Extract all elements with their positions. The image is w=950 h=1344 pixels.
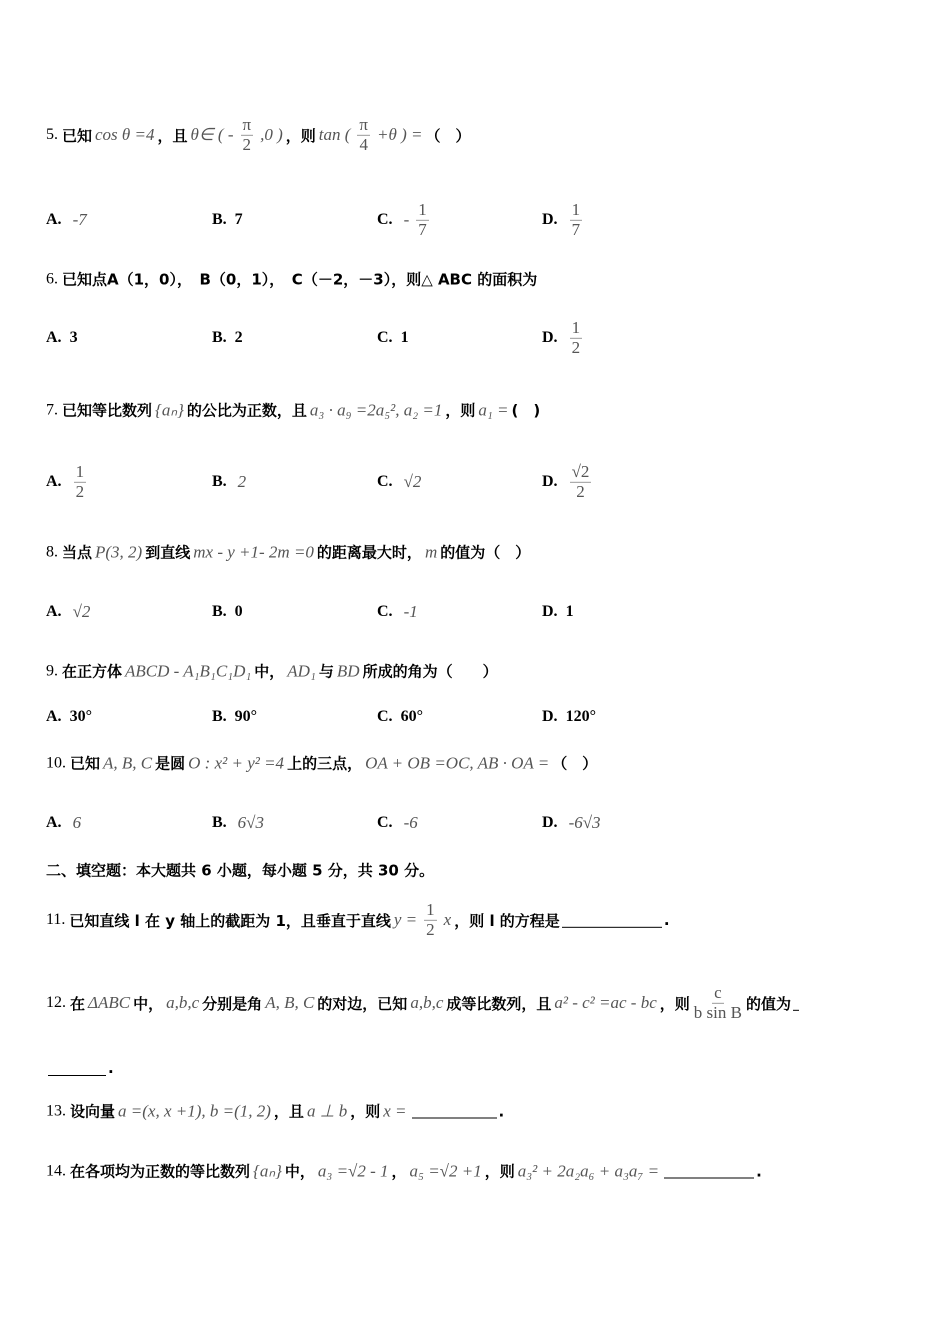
option-label: A. — [46, 603, 62, 620]
stem-text: 中， — [284, 1162, 315, 1181]
option-label: B. — [212, 211, 227, 228]
stem-text: 上的三点， — [287, 754, 363, 773]
stem-text: ，则 — [484, 1162, 515, 1181]
math-expression: a,b,c — [166, 993, 200, 1012]
option-c — [377, 329, 409, 347]
math-expression: a₃ =√2 - 1 — [317, 1161, 389, 1180]
option-label: C. — [377, 814, 393, 831]
stem-text: 的公比为正数，且 — [186, 401, 307, 420]
fraction — [570, 463, 592, 501]
fraction-wrapper — [566, 201, 587, 239]
math-expression: OA + OB =OC, AB · OA = — [365, 753, 550, 772]
math-expression: -6 — [403, 813, 418, 832]
math-expression: a =(x, x +1), b =(1, 2) — [118, 1101, 271, 1120]
option-label: D. — [542, 814, 558, 831]
math-expression: P(3, 2) — [95, 542, 143, 561]
option-c — [377, 201, 433, 239]
stem-text: 成等比数列，且 — [446, 994, 552, 1013]
math-expression: m — [424, 542, 438, 561]
stem-text: 分别是角 — [202, 994, 263, 1013]
option-label: D. — [542, 708, 558, 725]
option-d — [542, 813, 604, 833]
math-expression: tan ( — [318, 125, 351, 144]
answer-blank — [412, 1104, 497, 1119]
option-label: D. — [542, 211, 558, 228]
math-expression: a₃ · a₉ =2a₅², a₂ =1 — [309, 400, 443, 419]
fraction-numerator: c — [714, 982, 722, 1002]
fraction-denominator: 7 — [571, 219, 581, 239]
stem-text: ，则 — [285, 126, 316, 145]
math-expression: 1 — [565, 603, 574, 620]
stem-text: 已知等比数列 — [62, 401, 153, 420]
stem-text: （ ） — [552, 754, 598, 773]
math-expression: 60° — [400, 708, 423, 725]
stem-text: ， — [391, 1162, 407, 1181]
math-expression: x = — [383, 1101, 407, 1120]
stem-text: ，则 — [350, 1102, 381, 1121]
math-expression: a,b,c — [410, 993, 444, 1012]
option-label: A. — [46, 329, 62, 346]
question-8 — [46, 542, 530, 563]
math-expression: 1 — [400, 329, 409, 346]
option-label: A. — [46, 473, 62, 490]
fraction-wrapper — [237, 116, 258, 154]
option-b — [212, 329, 243, 347]
fraction-denominator: 4 — [359, 134, 368, 154]
stem-text: 的值为（ ） — [440, 543, 531, 562]
stem-text: 的对边，已知 — [317, 994, 408, 1013]
stem-text: 已知 — [62, 126, 93, 145]
option-label: B. — [212, 814, 227, 831]
stem-text: ，且 — [157, 126, 188, 145]
math-expression: y = — [393, 910, 418, 929]
option-label: C. — [377, 473, 393, 490]
option-label: A. — [46, 814, 62, 831]
math-expression: 0 — [234, 603, 243, 620]
math-expression: mx - y +1- 2m =0 — [193, 542, 314, 561]
stem-text: 到直线 — [145, 543, 191, 562]
option-label: C. — [377, 708, 393, 725]
minus-sign: - — [403, 210, 410, 229]
question-10 — [46, 753, 597, 774]
answer-blank — [793, 996, 799, 1011]
option-d — [542, 708, 596, 726]
answer-blank — [562, 913, 662, 928]
option-c — [377, 602, 421, 622]
math-expression: A, B, C — [103, 753, 153, 772]
fraction — [416, 201, 429, 239]
fraction-denominator: 2 — [426, 919, 435, 939]
stem-text: 中， — [254, 662, 285, 681]
fraction-numerator: π — [359, 114, 369, 134]
math-expression: +θ ) = — [377, 125, 423, 144]
fraction-numerator: 1 — [75, 461, 85, 481]
option-a — [46, 708, 92, 726]
option-label: B. — [212, 708, 227, 725]
option-d — [542, 201, 586, 239]
stem-text: 已知 — [70, 754, 101, 773]
math-expression: 30° — [69, 708, 92, 725]
fraction — [241, 116, 254, 154]
option-label: C. — [377, 211, 393, 228]
stem-text: A（1，0）， B（0，1）， C（－2，－3），则△ ABC 的面积为 — [107, 270, 538, 289]
option-label: B. — [212, 473, 227, 490]
stem-text: ，且 — [273, 1102, 304, 1121]
fraction-numerator: π — [242, 114, 252, 134]
math-expression: A, B, C — [265, 993, 315, 1012]
fill-question-13 — [46, 1101, 504, 1122]
stem-text: . — [663, 911, 670, 929]
answer-blank — [664, 1164, 754, 1179]
option-label: D. — [542, 329, 558, 346]
stem-text: 在 — [70, 994, 86, 1013]
option-d — [542, 603, 574, 621]
question-6 — [46, 269, 537, 290]
math-expression: O : x² + y² =4 — [188, 753, 285, 772]
math-expression: -6√3 — [568, 813, 601, 832]
stem-text: 的距离最大时， — [316, 543, 422, 562]
fraction — [424, 901, 437, 939]
option-c — [377, 708, 423, 726]
question-number: 11. — [46, 911, 66, 928]
question-number: 9. — [46, 662, 58, 679]
fraction-numerator: 1 — [571, 199, 581, 219]
math-expression: 7 — [234, 211, 243, 228]
fraction-numerator: 1 — [571, 317, 581, 337]
stem-text: ，则 l 的方程是 — [454, 911, 560, 930]
fraction-denominator: b sin B — [693, 1002, 742, 1022]
stem-text: . — [498, 1102, 505, 1120]
math-expression: ,0 ) — [260, 125, 283, 144]
math-expression: cos θ =4 — [95, 125, 155, 144]
math-expression: 90° — [234, 708, 258, 725]
math-expression: ABCD - A₁B₁C₁D₁ — [125, 661, 252, 680]
stem-text: 所成的角为（ ） — [362, 662, 498, 681]
math-expression: -1 — [403, 602, 418, 621]
fraction-wrapper — [353, 116, 374, 154]
math-expression: 2 — [237, 472, 247, 491]
stem-text: 设向量 — [70, 1102, 116, 1121]
math-expression: {aₙ} — [155, 400, 184, 419]
option-a — [46, 329, 78, 347]
stem-text: 当点 — [62, 543, 93, 562]
fill-question-14 — [46, 1161, 762, 1182]
option-b — [212, 472, 249, 492]
option-d — [542, 463, 595, 501]
stem-text: 已知点 — [62, 270, 108, 289]
question-number: 10. — [46, 754, 66, 771]
stem-text: 的值为 — [745, 994, 791, 1013]
stem-text: 是圆 — [155, 754, 186, 773]
math-expression: 120° — [565, 708, 596, 725]
stem-text: 在正方体 — [62, 662, 123, 681]
fraction-numerator: 1 — [426, 899, 435, 919]
question-9 — [46, 661, 498, 682]
math-expression: ΔABC — [88, 993, 131, 1012]
fraction — [74, 463, 87, 501]
question-5 — [46, 116, 471, 154]
stem-text: （ ） — [425, 126, 471, 145]
option-b — [212, 708, 257, 726]
stem-text: . — [756, 1162, 762, 1180]
answer-blank — [48, 1061, 106, 1076]
math-expression: a₁ = — [478, 400, 509, 419]
math-expression: 3 — [69, 329, 78, 346]
fraction-wrapper — [401, 201, 433, 239]
fraction-numerator: √2 — [571, 461, 590, 481]
fraction — [570, 319, 583, 357]
question-number: 12. — [46, 994, 66, 1011]
math-expression: x — [443, 910, 452, 929]
question-number: 14. — [46, 1162, 66, 1179]
fraction-numerator: 1 — [418, 199, 427, 219]
math-expression: θ∈ ( - — [190, 125, 234, 144]
math-expression: √2 — [72, 602, 91, 621]
fill-question-cont — [46, 1059, 114, 1077]
math-expression: √2 — [403, 472, 422, 491]
option-label: C. — [377, 329, 393, 346]
math-expression: a² - c² =ac - bc — [554, 993, 657, 1012]
option-a — [46, 813, 84, 833]
stem-text: ( ) — [511, 401, 541, 420]
option-label: C. — [377, 603, 393, 620]
fraction — [570, 201, 583, 239]
option-a — [46, 602, 93, 622]
option-label: D. — [542, 473, 558, 490]
stem-text: ，则 — [445, 401, 476, 420]
stem-text: ，则 — [659, 994, 690, 1013]
option-a — [46, 210, 90, 230]
option-b — [212, 603, 243, 621]
math-expression: a₃² + 2a₂a₆ + a₃a₇ = — [517, 1161, 660, 1180]
option-c — [377, 472, 424, 492]
fraction-wrapper — [70, 463, 91, 501]
option-b — [212, 813, 267, 833]
math-expression: {aₙ} — [253, 1161, 282, 1180]
option-d — [542, 319, 586, 357]
fill-question-11 — [46, 901, 670, 939]
question-number: 6. — [46, 270, 58, 287]
option-c — [377, 813, 421, 833]
fill-question-12 — [46, 984, 801, 1022]
question-number: 7. — [46, 401, 58, 418]
fraction — [357, 116, 370, 154]
math-expression: AD₁ — [287, 661, 316, 680]
option-a — [46, 463, 90, 501]
math-expression: BD — [336, 661, 360, 680]
stem-text: 在各项均为正数的等比数列 — [70, 1162, 251, 1181]
fraction-denominator: 2 — [571, 337, 581, 357]
fraction-denominator: 7 — [418, 219, 427, 239]
fraction-wrapper — [420, 901, 441, 939]
option-label: A. — [46, 211, 62, 228]
fraction-wrapper — [566, 463, 596, 501]
option-label: B. — [212, 603, 227, 620]
option-label: A. — [46, 708, 62, 725]
stem-text: 已知直线 l 在 y 轴上的截距为 1，且垂直于直线 — [69, 911, 391, 930]
question-number: 5. — [46, 126, 58, 143]
math-expression: 2 — [234, 329, 243, 346]
math-expression: a₅ =√2 +1 — [409, 1161, 482, 1180]
fraction-wrapper — [566, 319, 587, 357]
fraction-denominator: 2 — [242, 134, 252, 154]
fraction-denominator: 2 — [75, 481, 85, 501]
fraction-denominator: 2 — [576, 481, 585, 501]
stem-text: . — [108, 1059, 114, 1077]
option-label: D. — [542, 603, 558, 620]
section-heading: 二、填空题：本大题共 6 小题，每小题 5 分，共 30 分。 — [46, 861, 435, 880]
math-expression: 6√3 — [237, 813, 265, 832]
stem-text: 中， — [133, 994, 164, 1013]
option-label: B. — [212, 329, 227, 346]
fraction — [694, 984, 742, 1022]
math-expression: 6 — [72, 813, 82, 832]
math-expression: -7 — [72, 210, 87, 229]
question-7 — [46, 400, 540, 421]
option-b — [212, 211, 243, 229]
math-expression: a ⊥ b — [306, 1101, 348, 1120]
stem-text: 与 — [318, 662, 334, 681]
question-number: 8. — [46, 543, 58, 560]
fraction-wrapper — [690, 984, 746, 1022]
question-number: 13. — [46, 1102, 66, 1119]
